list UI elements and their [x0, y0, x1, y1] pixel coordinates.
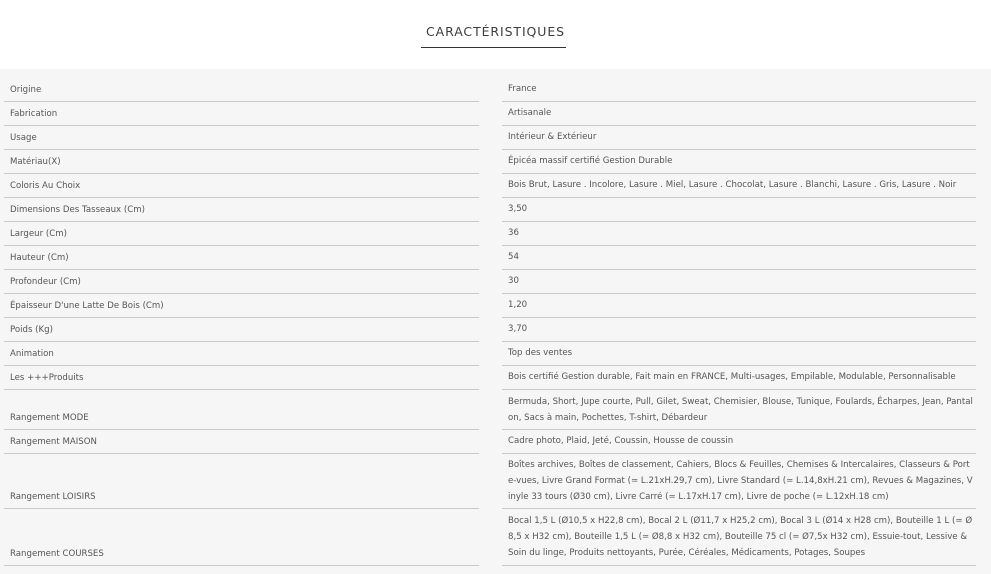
spec-label-cell	[4, 102, 479, 126]
spec-value: 36	[508, 228, 519, 238]
spec-value: Intérieur & Extérieur	[508, 132, 597, 142]
spec-value: Top des ventes	[508, 348, 573, 358]
spec-value-cell	[502, 246, 976, 270]
spec-label-cell	[4, 430, 479, 454]
spec-value: Épicéa massif certifié Gestion Durable	[508, 156, 673, 166]
spec-row-fabrication	[0, 102, 991, 126]
spec-row-produits	[0, 366, 991, 390]
spec-label: Animation	[10, 349, 54, 359]
spec-label-cell	[4, 174, 479, 198]
spec-value-cell	[502, 390, 976, 430]
section-header	[0, 0, 991, 69]
spec-row-materiau	[0, 150, 991, 174]
spec-value: 54	[508, 252, 519, 262]
spec-label-cell	[4, 342, 479, 366]
spec-label-cell	[4, 246, 479, 270]
spec-value-cell	[502, 318, 976, 342]
spec-row-hauteur	[0, 246, 991, 270]
spec-value: Bois certifié Gestion durable, Fait main en FRANCE, Multi-usages, Empilable, Modulable, Personnalisable	[508, 372, 956, 382]
spec-label: Largeur (Cm)	[10, 229, 67, 239]
spec-label: Matériau(X)	[10, 157, 61, 167]
spec-label: Origine	[10, 85, 42, 95]
spec-row-epaisseur	[0, 294, 991, 318]
spec-label-cell	[4, 454, 479, 509]
spec-value-cell	[502, 294, 976, 318]
spec-label: Usage	[10, 133, 37, 143]
spec-value-cell	[502, 126, 976, 150]
spec-value-cell	[502, 102, 976, 126]
spec-row-courses	[0, 509, 991, 566]
title-underline	[421, 47, 566, 48]
spec-value: 3,50	[508, 204, 528, 214]
spec-row-loisirs	[0, 454, 991, 509]
spec-row-maison	[0, 430, 991, 454]
spec-label-cell	[4, 270, 479, 294]
spec-label: Fabrication	[10, 109, 58, 119]
spec-value: Cadre photo, Plaid, Jeté, Coussin, Housse de coussin	[508, 436, 734, 446]
spec-value: France	[508, 84, 537, 94]
section-title: CARACTÉRISTIQUES	[426, 24, 565, 39]
spec-value-cell	[502, 222, 976, 246]
spec-label-cell	[4, 390, 479, 430]
spec-row-animation	[0, 342, 991, 366]
spec-value-cell	[502, 342, 976, 366]
spec-row-poids	[0, 318, 991, 342]
spec-label: Rangement MODE	[10, 413, 89, 423]
spec-row-largeur	[0, 222, 991, 246]
spec-label-cell	[4, 222, 479, 246]
specs-table	[0, 69, 991, 574]
spec-row-profondeur	[0, 270, 991, 294]
spec-label: Épaisseur D'une Latte De Bois (Cm)	[10, 301, 164, 311]
spec-value-cell	[502, 150, 976, 174]
spec-value-cell	[502, 78, 976, 102]
spec-value: Boîtes archives, Boîtes de classement, Cahiers, Blocs & Feuilles, Chemises & Intercalaires, Classeurs & Porte-vues, Livre Grand Format (≃ L.21xH.29,7 cm), Livre Standard (≃ L.14,8xH.21 cm), Revues & Magazines, Vinyle 33 tours (Ø30 cm), Livre Carré (≃ L.17xH.17 cm), Livre de poche (≃ L.12xH.18 cm)	[508, 460, 973, 502]
spec-label-cell	[4, 318, 479, 342]
spec-label: Hauteur (Cm)	[10, 253, 69, 263]
spec-label: Les +++Produits	[10, 373, 84, 383]
spec-label-cell	[4, 509, 479, 566]
spec-label: Rangement MAISON	[10, 437, 97, 447]
spec-label-cell	[4, 294, 479, 318]
spec-value: Bocal 1,5 L (Ø10,5 x H22,8 cm), Bocal 2 L (Ø11,7 x H25,2 cm), Bocal 3 L (Ø14 x H28 cm), Bouteille 1 L (≃ Ø8,5 x H32 cm), Bouteille 1,5 L (≃ Ø8,8 x H32 cm), Bouteille 75 cl (≃ Ø7,5x H32 cm), Essuie-tout, Lessive & Soin du linge, Produits nettoyants, Purée, Céréales, Médicaments, Potages, Soupes	[508, 516, 973, 558]
spec-label: Dimensions Des Tasseaux (Cm)	[10, 205, 145, 215]
spec-value: 1,20	[508, 300, 528, 310]
spec-value: 3,70	[508, 324, 528, 334]
spec-label: Poids (Kg)	[10, 325, 53, 335]
spec-row-dimensions	[0, 198, 991, 222]
spec-value-cell	[502, 430, 976, 454]
spec-value-cell	[502, 509, 976, 566]
spec-value-cell	[502, 366, 976, 390]
spec-label: Profondeur (Cm)	[10, 277, 81, 287]
spec-value: Bois Brut, Lasure . Incolore, Lasure . Miel, Lasure . Chocolat, Lasure . Blanchi, Lasure . Gris, Lasure . Noir	[508, 180, 957, 190]
spec-row-coloris	[0, 174, 991, 198]
spec-value: Bermuda, Short, Jupe courte, Pull, Gilet, Sweat, Chemisier, Blouse, Tunique, Foulards, Écharpes, Jean, Pantalon, Sacs à main, Pochettes, T-shirt, Débardeur	[508, 397, 973, 423]
spec-label-cell	[4, 366, 479, 390]
spec-value-cell	[502, 174, 976, 198]
spec-value: 30	[508, 276, 519, 286]
spec-label-cell	[4, 126, 479, 150]
spec-row-mode	[0, 390, 991, 430]
spec-row-usage	[0, 126, 991, 150]
spec-row-origine	[0, 78, 991, 102]
spec-value-cell	[502, 454, 976, 509]
spec-label-cell	[4, 150, 479, 174]
spec-label: Coloris Au Choix	[10, 181, 81, 191]
spec-label-cell	[4, 198, 479, 222]
spec-label: Rangement COURSES	[10, 549, 104, 559]
spec-value-cell	[502, 270, 976, 294]
spec-label: Rangement LOISIRS	[10, 492, 96, 502]
spec-label-cell	[4, 78, 479, 102]
spec-value: Artisanale	[508, 108, 552, 118]
spec-value-cell	[502, 198, 976, 222]
